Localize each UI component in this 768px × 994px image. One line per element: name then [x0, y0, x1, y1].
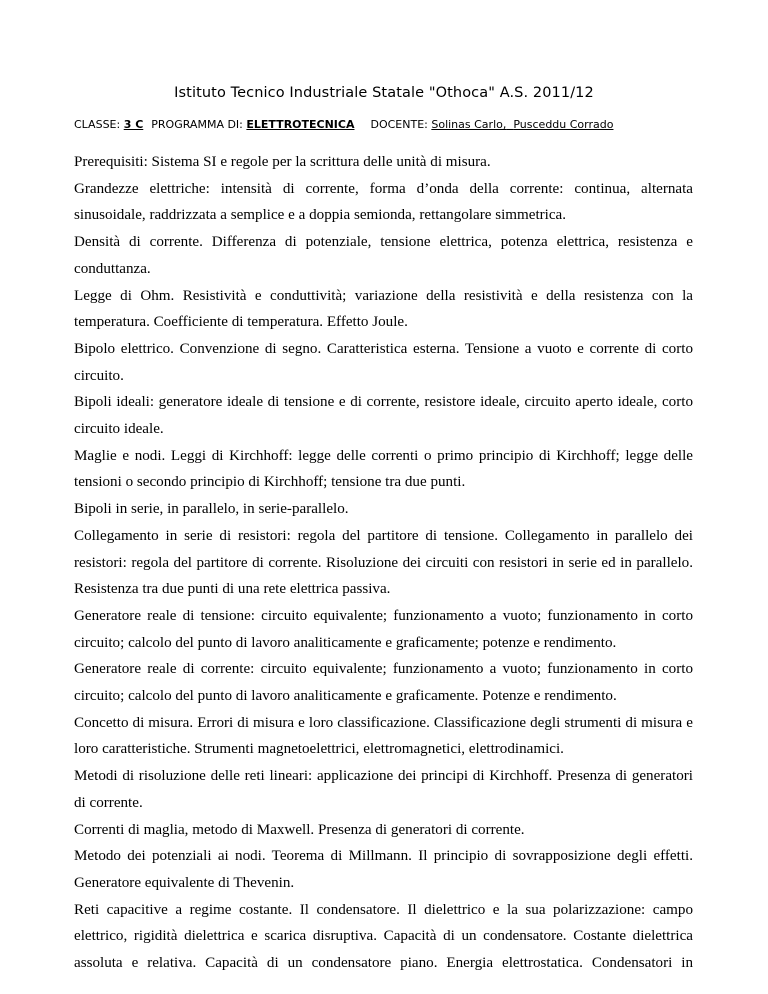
paragraph: Legge di Ohm. Resistività e conduttività; variazione della resistività e della resistenza con la temperatura. Coefficiente di temperatura. Effetto Joule. [74, 287, 693, 331]
docente-name-1: Solinas Carlo, [431, 118, 507, 131]
document-title: Istituto Tecnico Industriale Statale "Othoca" A.S. 2011/12 [174, 85, 594, 101]
paragraph: Generatore reale di tensione: circuito equivalente; funzionamento a vuoto; funzionamento in corto circuito; calcolo del punto di lavoro analiticamente e graficamente; potenze e rendimento. [74, 607, 693, 651]
docente-name-2: Pusceddu Corrado [513, 118, 614, 131]
paragraph: Reti capacitive a regime costante. Il condensatore. Il dielettrico e la sua polarizzazione: campo elettrico, rigidità dielettrica e scarica disruptiva. Capacità di un condensatore. Costante dielettrica assoluta e relativa. Capacità di un condensatore piano. Energia elettrostatica. Condensatori in [74, 901, 693, 972]
docente-label: DOCENTE: [370, 118, 428, 131]
classe-label: CLASSE: [74, 118, 121, 131]
paragraph: Concetto di misura. Errori di misura e loro classificazione. Classificazione degli strumenti di misura e loro caratteristiche. Strumenti magnetoelettrici, elettromagnetici, elettrodinamici. [74, 714, 693, 758]
paragraph: Grandezze elettriche: intensità di corrente, forma d’onda della corrente: continua, alternata sinusoidale, raddrizzata a semplice e a doppia semionda, rettangolare simmetrica. [74, 180, 693, 224]
programma-label: PROGRAMMA DI: [151, 118, 243, 131]
paragraph: Maglie e nodi. Leggi di Kirchhoff: legge delle correnti o primo principio di Kirchhoff; legge delle tensioni o secondo principio di Kirchhoff; tensione tra due punti. [74, 447, 693, 491]
paragraph: Bipoli ideali: generatore ideale di tensione e di corrente, resistore ideale, circuito aperto ideale, corto circuito ideale. [74, 394, 693, 438]
classe-value: 3 C [123, 118, 144, 131]
programma-value: ELETTROTECNICA [246, 118, 355, 131]
course-header [74, 118, 714, 131]
program-body [74, 149, 693, 977]
paragraph: Metodo dei potenziali ai nodi. Teorema di Millmann. Il principio di sovrapposizione degli effetti. Generatore equivalente di Thevenin. [74, 848, 693, 891]
paragraph: Densità di corrente. Differenza di potenziale, tensione elettrica, potenza elettrica, resistenza e conduttanza. [74, 234, 693, 277]
paragraph: Bipolo elettrico. Convenzione di segno. Caratteristica esterna. Tensione a vuoto e corrente di corto circuito. [74, 340, 693, 384]
paragraph: Prerequisiti: Sistema SI e regole per la scrittura delle unità di misura. [74, 154, 491, 170]
paragraph: Bipoli in serie, in parallelo, in serie-parallelo. [74, 501, 349, 518]
paragraph: Collegamento in serie di resistori: regola del partitore di tensione. Collegamento in parallelo dei resistori: regola del partitore di corrente. Risoluzione dei circuiti con resistori in serie ed in parallelo. Resistenza tra due punti di una rete elettrica passiva. [74, 527, 693, 598]
paragraph: Correnti di maglia, metodo di Maxwell. Presenza di generatori di corrente. [74, 821, 525, 838]
paragraph: Generatore reale di corrente: circuito equivalente; funzionamento a vuoto; funzionamento in corto circuito; calcolo del punto di lavoro analiticamente e graficamente. Potenze e rendimento. [74, 661, 693, 705]
paragraph: Metodi di risoluzione delle reti lineari: applicazione dei principi di Kirchhoff. Presenza di generatori di corrente. [74, 768, 693, 811]
